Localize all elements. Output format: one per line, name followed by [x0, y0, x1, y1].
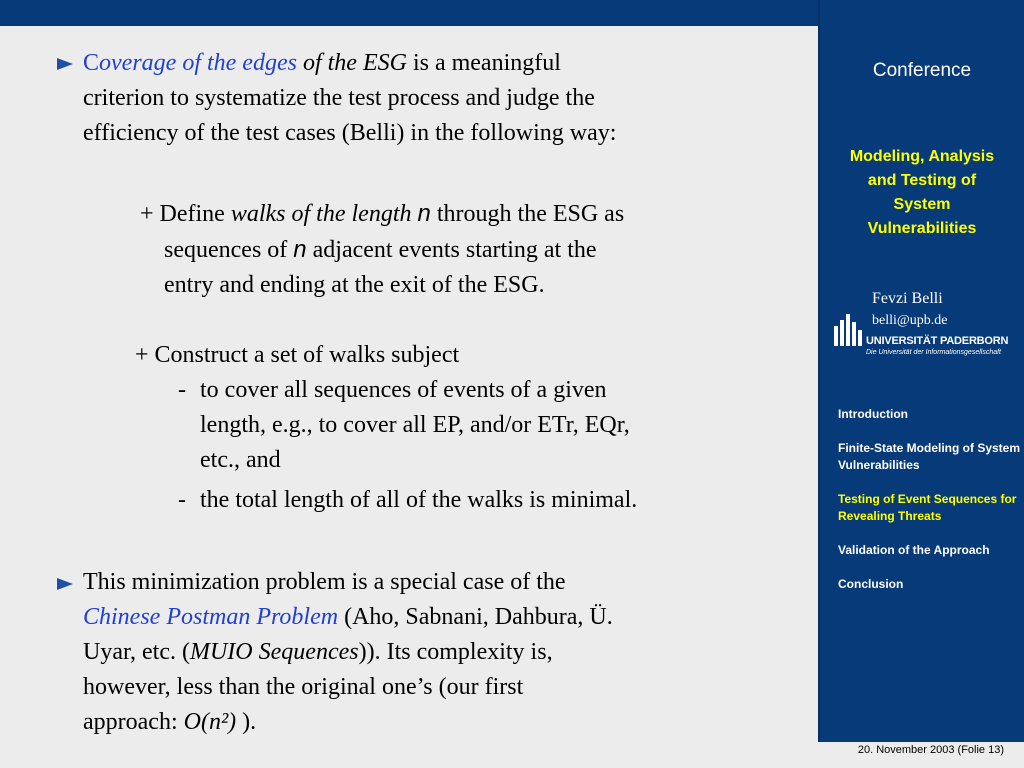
text-line: entry and ending at the exit of the ESG.	[164, 272, 545, 298]
text-line: etc., and	[200, 447, 281, 473]
paragraph-define-walks	[140, 196, 800, 303]
section-nav	[838, 406, 1020, 610]
sidebar-divider	[818, 0, 820, 742]
slide-footer: 20. November 2003 (Folie 13)	[857, 744, 1004, 756]
sub-item-cover-sequences	[200, 373, 800, 478]
text-line: This minimization problem is a special case of the	[83, 569, 566, 595]
text-line: to cover all sequences of events of a given	[200, 377, 607, 403]
walks-term: walks of the length	[230, 201, 418, 227]
conference-title-line: Vulnerabilities	[867, 220, 977, 237]
text-span: ).	[236, 709, 257, 735]
dash-bullet: -	[178, 487, 186, 513]
text-line: criterion to systematize the test process and judge the	[83, 85, 595, 111]
university-logo-icon	[832, 312, 866, 348]
text-line: + Construct a set of walks subject	[135, 342, 460, 368]
paragraph-chinese-postman	[83, 565, 803, 740]
conference-title-line: System	[893, 196, 951, 213]
triangle-bullet-icon	[56, 57, 74, 71]
university-subtitle: Die Universität der Informationsgesellschaft	[866, 349, 1002, 356]
nav-item-finite-state-modeling[interactable]: Finite-State Modeling of System Vulnerabilities	[838, 441, 1021, 472]
text-span: is a meaningful	[406, 50, 561, 76]
author-name: Fevzi Belli	[872, 290, 943, 307]
text-line: length, e.g., to cover all EP, and/or ETr, EQr,	[200, 412, 630, 438]
text-line: the total length of all of the walks is minimal.	[200, 487, 638, 513]
variable-n: n	[417, 200, 431, 227]
complexity-term: O(n²)	[183, 709, 237, 735]
text-line: efficiency of the test cases (Belli) in the following way:	[83, 120, 617, 146]
university-name: UNIVERSITÄT PADERBORN	[866, 335, 1009, 347]
muio-term: MUIO Sequences	[189, 639, 359, 665]
nav-item-testing-event-sequences[interactable]: Testing of Event Sequences for Revealing Threats	[838, 492, 1017, 523]
conference-title-line: and Testing of	[867, 172, 977, 189]
paragraph-coverage	[83, 46, 803, 151]
coverage-initial: C	[83, 50, 100, 76]
esg-term: of the ESG	[302, 50, 407, 76]
sidebar	[820, 0, 1024, 742]
text-span: approach:	[83, 709, 184, 735]
nav-item-conclusion[interactable]: Conclusion	[838, 577, 904, 591]
text-line: however, less than the original one’s (our first	[83, 674, 524, 700]
dash-bullet: -	[178, 377, 186, 403]
nav-item-introduction[interactable]: Introduction	[838, 407, 908, 421]
conference-label: Conference	[872, 60, 972, 81]
variable-n: n	[293, 236, 307, 263]
paragraph-construct-walks	[135, 338, 795, 373]
conference-title-line: Modeling, Analysis	[849, 148, 995, 165]
text-span: sequences of	[164, 237, 294, 263]
nav-item-validation[interactable]: Validation of the Approach	[838, 543, 990, 557]
author-email: belli@upb.de	[872, 313, 948, 328]
text-span: + Define	[140, 201, 231, 227]
text-span: )). Its complexity is,	[358, 639, 553, 665]
coverage-term: overage of the edges	[99, 50, 297, 76]
chinese-postman-term: Chinese Postman Problem	[83, 604, 339, 630]
conference-title	[822, 145, 1022, 241]
text-span: Uyar, etc. (	[83, 639, 190, 665]
triangle-bullet-icon	[56, 577, 74, 591]
text-span: adjacent events starting at the	[306, 237, 597, 263]
sub-item-minimal-length	[200, 483, 800, 518]
text-span: through the ESG as	[430, 201, 625, 227]
text-span: (Aho, Sabnani, Dahbura, Ü.	[338, 604, 613, 630]
